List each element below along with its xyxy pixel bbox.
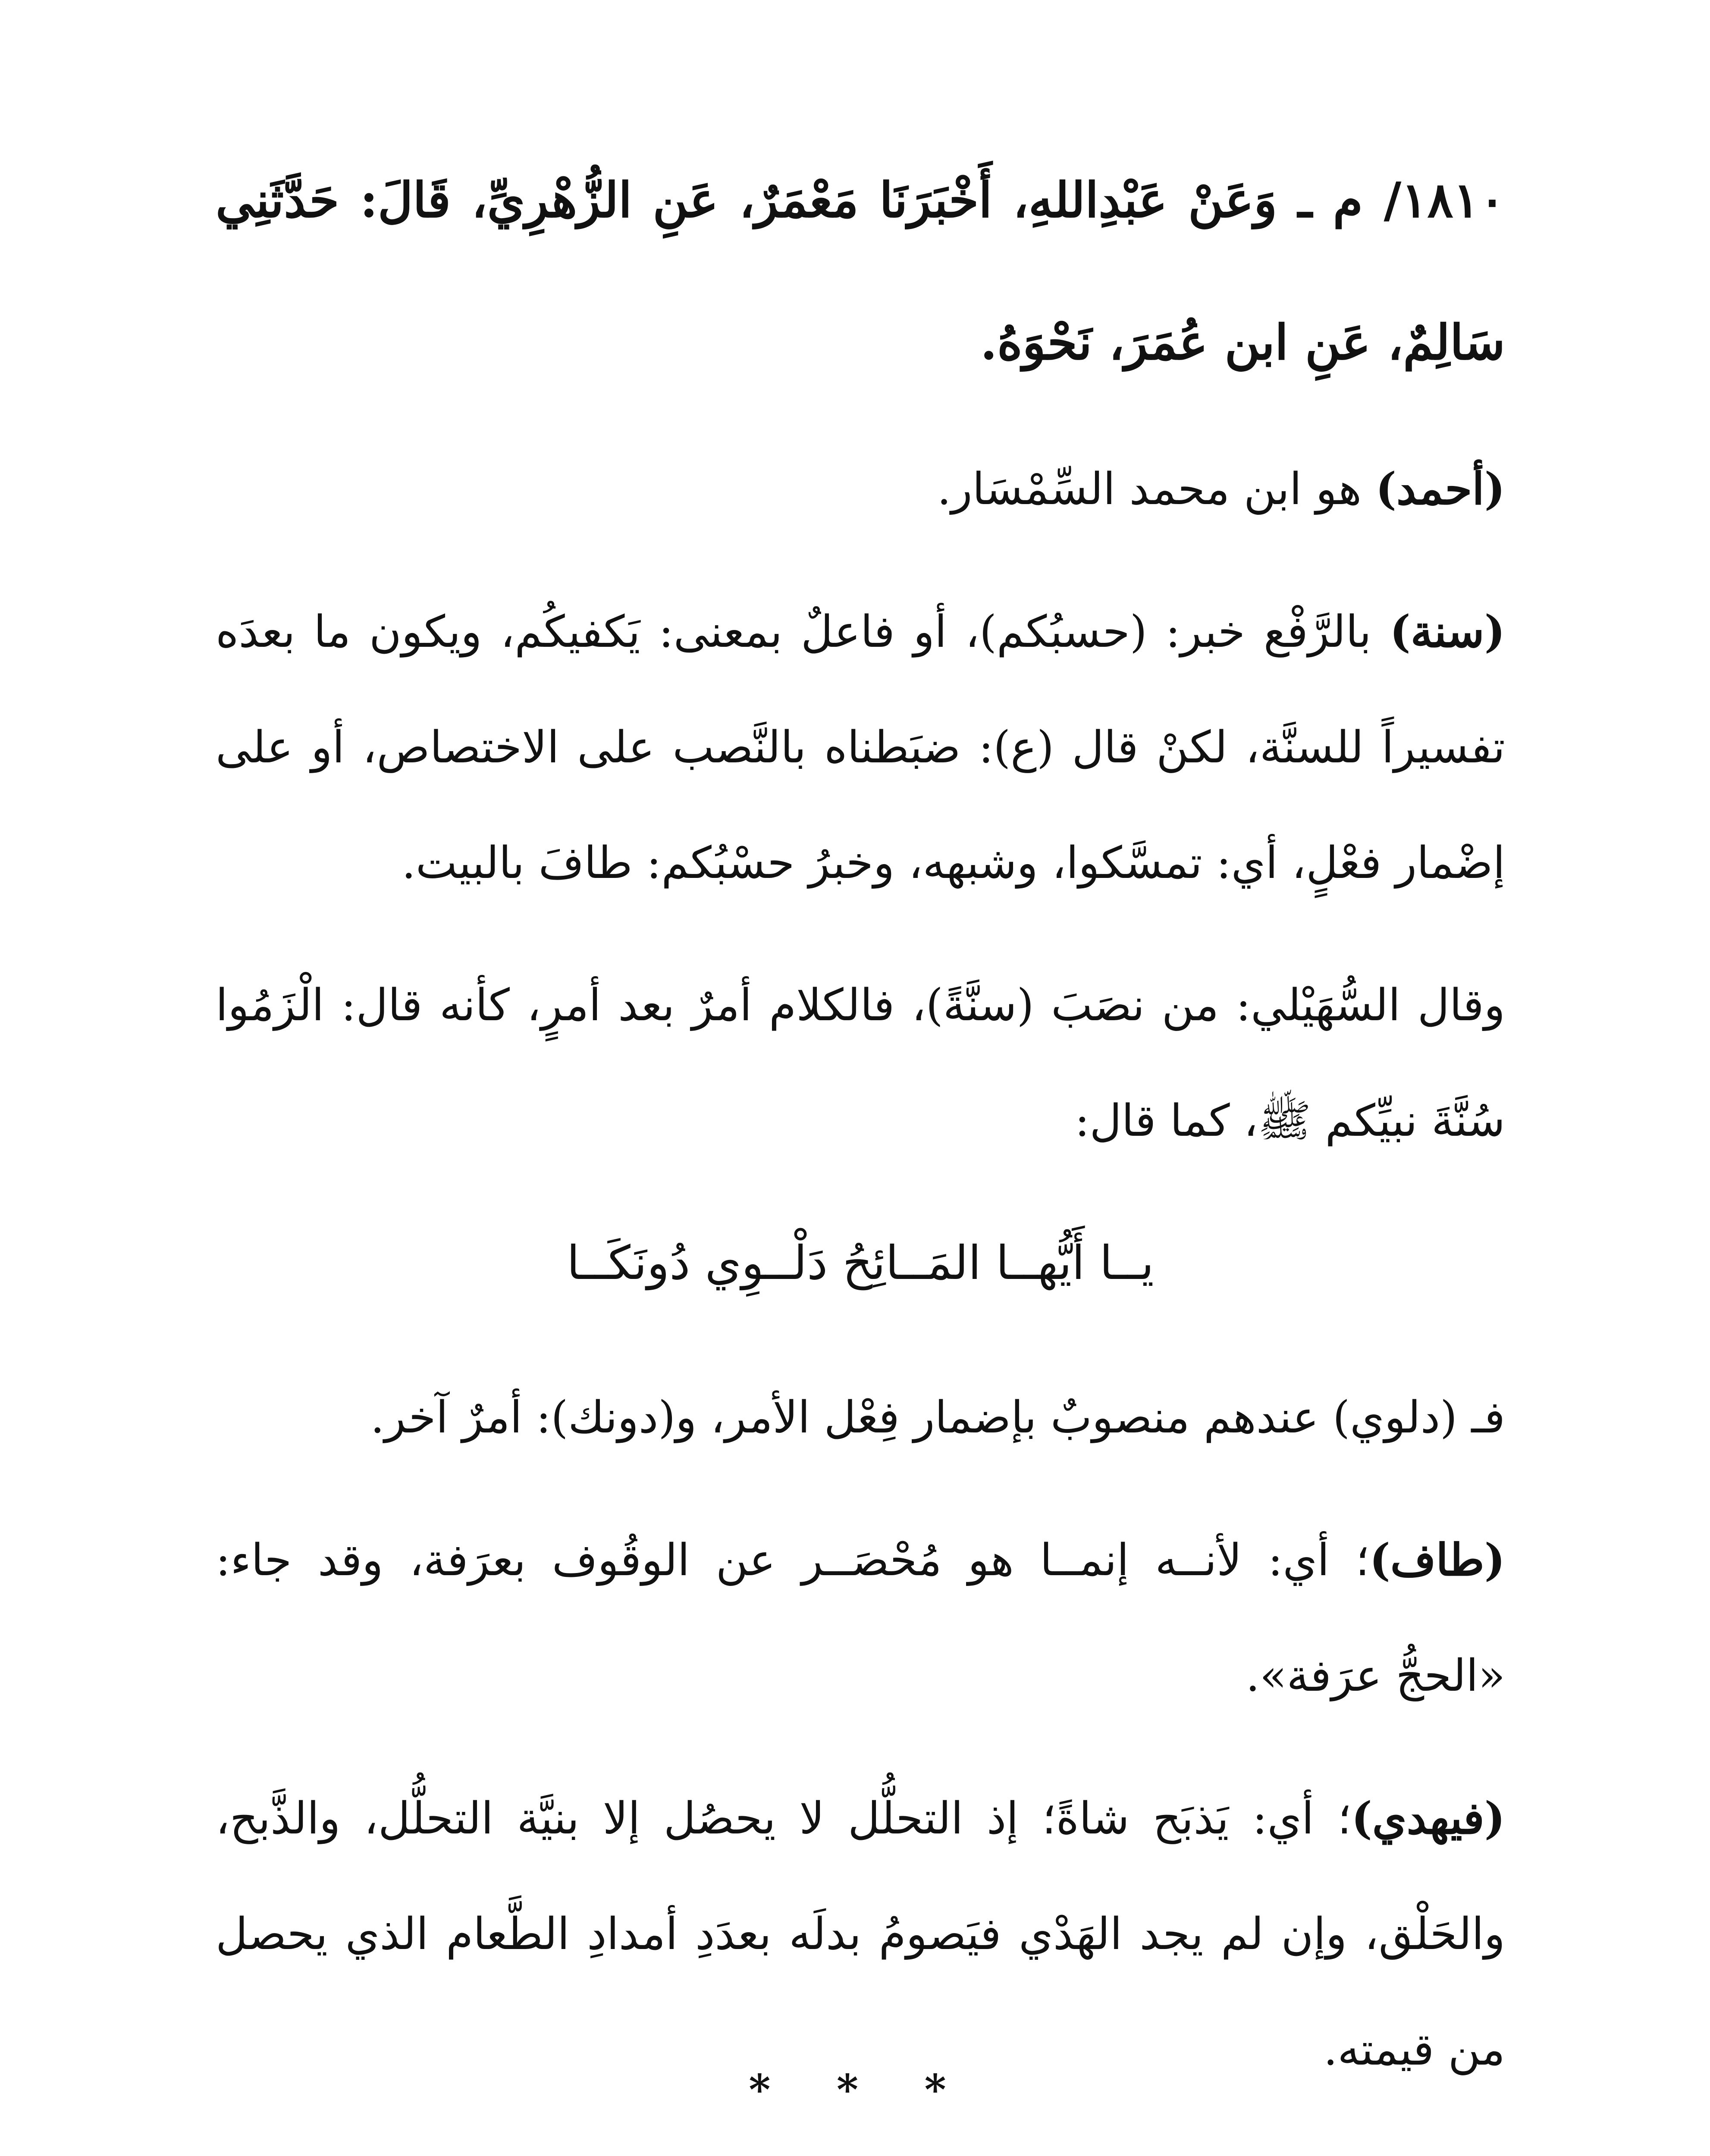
commentary-text: ؛ أي: لأنــه إنمــا هو مُحْصَــر عن الوقُوف بعرَفة، وقد جاء: «الحجُّ عرَفة». xyxy=(216,1535,1505,1702)
commentary-term: (سنة) xyxy=(1390,606,1505,658)
commentary-text: بالرَّفْع خبر: (حسبُكم)، أو فاعلٌ بمعنى: يَكفيكُم، ويكون ما بعدَه تفسيراً للسنَّة، لكنْ قال (ع): ضبَطناه بالنَّصب على الاختصاص، أو على إضْمار فعْلٍ، أي: تمسَّكوا، وشبهه، وخبرُ حسْبُكم: طافَ بالبيت. xyxy=(216,606,1505,889)
commentary-paragraph-taf xyxy=(216,1502,1505,1734)
section-separator: * * * xyxy=(749,2065,972,2114)
commentary-paragraph-ahmad xyxy=(216,431,1505,547)
commentary-text: هو ابن محمد السِّمْسَار. xyxy=(937,464,1376,515)
document-page xyxy=(216,0,1505,2156)
commentary-term: (طاف) xyxy=(1369,1534,1505,1586)
commentary-term: (فيهدي) xyxy=(1351,1792,1505,1844)
hadith-text: ١٨١٠/ م ـ وَعَنْ عَبْدِاللهِ، أَخْبَرَنَا مَعْمَرٌ، عَنِ الزُّهْرِيِّ، قَالَ: حَدَّثَنِي سَالِمٌ، عَنِ ابن عُمَرَ، نَحْوَهُ. xyxy=(216,172,1505,371)
commentary-text: ؛ أي: يَذبَح شاةً؛ إذ التحلُّل لا يحصُل إلا بنيَّة التحلُّل، والذَّبح، والحَلْق، وإن لم يجد الهَدْي فيَصومُ بدلَه بعدَدِ أمدادِ الطَّعام الذي يحصل من قيمته. xyxy=(216,1793,1505,2075)
commentary-term: (أحمد) xyxy=(1375,463,1505,515)
commentary-paragraph-dalwi: فـ (دلوي) عندهم منصوبٌ بإضمار فِعْل الأمر، و(دونك): أمرٌ آخر. xyxy=(370,1392,1505,1443)
commentary-paragraph-fayahdi xyxy=(216,1761,1505,2108)
poetry-verse: يــا أَيُّهــا المَــائِحُ دَلْــوِي دُونَكَــا xyxy=(567,1236,1154,1290)
commentary-section xyxy=(216,431,1505,2134)
commentary-paragraph-sunnah xyxy=(216,574,1505,921)
commentary-paragraph-suhayli: وقال السُّهَيْلي: من نصَبَ (سنَّةً)، فالكلام أمرٌ بعد أمرٍ، كأنه قال: الْزَمُوا سُنَّةَ نبيِّكم ﷺ، كما قال: xyxy=(216,980,1505,1147)
